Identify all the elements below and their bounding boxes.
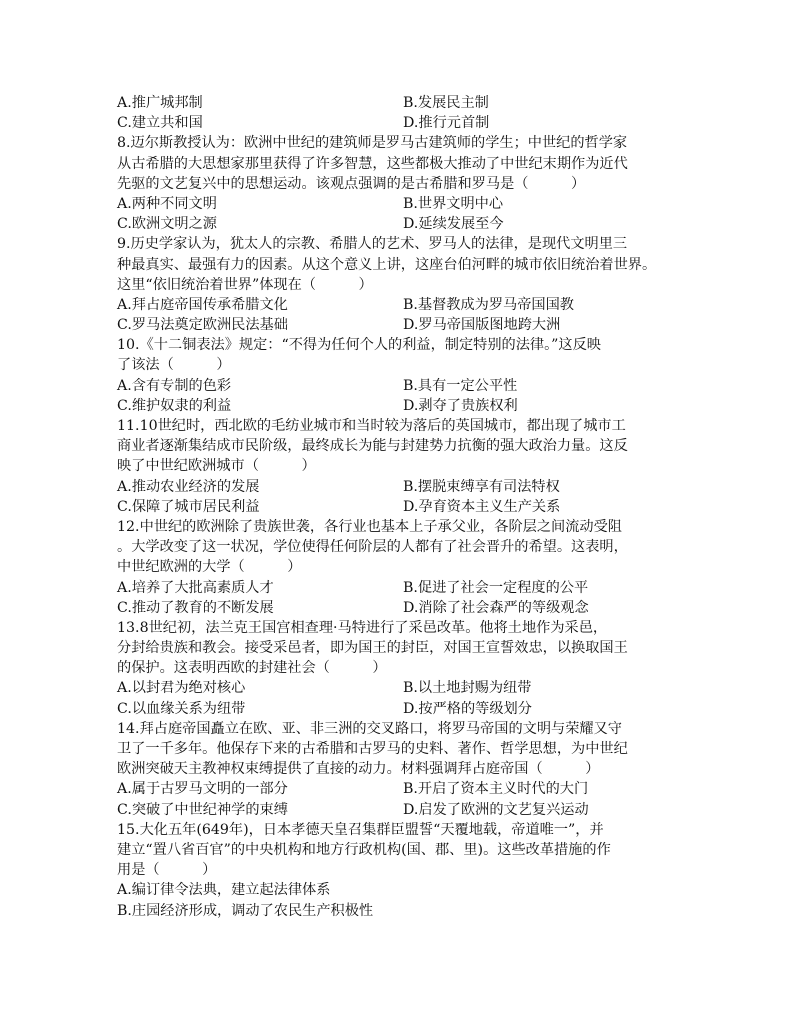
- option-left: C.罗马法奠定欧洲民法基础: [117, 317, 288, 334]
- option-row: [117, 194, 687, 214]
- text-line: 的保护。这表明西欧的封建社会（ ）: [117, 660, 387, 677]
- text-line: 这里“依旧统治着世界”体现在（ ）: [117, 276, 373, 293]
- text-line: 映了中世纪欧洲城市（ ）: [117, 458, 316, 475]
- option-right: B.基督教成为罗马帝国国教: [403, 296, 574, 313]
- option-row: [117, 295, 687, 315]
- option-right: B.具有一定公平性: [403, 377, 518, 394]
- option-right: B.世界文明中心: [403, 195, 504, 212]
- text-line: A.编订律令法典，建立起法律体系: [117, 882, 331, 899]
- option-left: A.推动农业经济的发展: [117, 478, 260, 495]
- text-line: 12.中世纪的欧洲除了贵族世袭，各行业也基本上子承父业，各阶层之间流动受阻: [117, 518, 622, 535]
- text-line: 了该法（ ）: [117, 357, 231, 374]
- option-row: [117, 699, 687, 719]
- option-left: A.属于古罗马文明的一部分: [117, 781, 288, 798]
- option-right: B.促进了社会一定程度的公平: [403, 579, 589, 596]
- option-row: [117, 376, 687, 396]
- option-right: D.罗马帝国版图地跨大洲: [403, 317, 561, 334]
- option-row: [117, 678, 687, 698]
- option-row: [117, 800, 687, 820]
- exam-page: [117, 93, 687, 921]
- text-line: 9.历史学家认为，犹太人的宗教、希腊人的艺术、罗马人的法律，是现代文明里三: [117, 236, 628, 253]
- option-left: C.突破了中世纪神学的束缚: [117, 801, 288, 818]
- text-line: 11.10世纪时，西北欧的毛纺业城市和当时较为落后的英国城市，都出现了城市工: [117, 418, 626, 434]
- option-left: A.含有专制的色彩: [117, 377, 232, 394]
- option-left: C.保障了城市居民利益: [117, 498, 260, 515]
- text-line: 15.大化五年(649年)，日本孝德天皇召集群臣盟誓“天覆地载，帝道唯一”，并: [117, 821, 604, 838]
- option-row: [117, 113, 687, 133]
- option-left: A.推广城邦制: [117, 95, 203, 111]
- text-line: 种最真实、最强有力的因素。从这个意义上讲，这座台伯河畔的城市依旧统治着世界。: [117, 256, 657, 273]
- text-line: 用是（ ）: [117, 862, 217, 879]
- text-line: 卫了一千多年。他保存下来的古希腊和古罗马的史料、著作、哲学思想，为中世纪: [117, 741, 628, 757]
- option-row: [117, 93, 687, 113]
- option-right: D.启发了欧洲的文艺复兴运动: [403, 801, 589, 818]
- option-right: B.发展民主制: [403, 95, 489, 111]
- option-left: A.两种不同文明: [117, 195, 217, 212]
- text-line: 14.拜占庭帝国矗立在欧、亚、非三洲的交叉路口，将罗马帝国的文明与荣耀又守: [117, 720, 622, 737]
- option-left: A.以封君为绝对核心: [117, 680, 246, 697]
- option-row: [117, 315, 687, 335]
- text-line: 从古希腊的大思想家那里获得了许多智慧，这些都极大推动了中世纪末期作为近代: [117, 155, 628, 172]
- option-row: [117, 214, 687, 234]
- option-right: D.剥夺了贵族权利: [403, 397, 518, 414]
- text-line: 建立“置八省百官”的中央机构和地方行政机构(国、郡、里)。这些改革措施的作: [117, 841, 611, 858]
- text-line: 分封给贵族和教会。接受采邑者，即为国王的封臣，对国王宣誓效忠，以换取国王: [117, 640, 628, 657]
- text-line: B.庄园经济形成，调动了农民生产积极性: [117, 902, 374, 919]
- option-left: A.培养了大批高素质人才: [117, 579, 274, 596]
- text-line: 先驱的文艺复兴中的思想运动。该观点强调的是古希腊和罗马是（ ）: [117, 175, 586, 192]
- option-row: [117, 598, 687, 618]
- option-row: [117, 497, 687, 517]
- text-line: 8.迈尔斯教授认为：欧洲中世纪的建筑师是罗马古建筑师的学生；中世纪的哲学家: [117, 135, 628, 152]
- text-line: 10.《十二铜表法》规定：“不得为任何个人的利益，制定特别的法律。”这反映: [117, 337, 601, 354]
- option-row: [117, 477, 687, 497]
- option-left: C.建立共和国: [117, 115, 203, 132]
- option-row: [117, 578, 687, 598]
- text-line: 13.8世纪初，法兰克王国宫相查理·马特进行了采邑改革。他将土地作为采邑，: [117, 619, 608, 636]
- option-right: B.以土地封赐为纽带: [403, 680, 532, 697]
- text-line: 。大学改变了这一状况，学位使得任何阶层的人都有了社会晋升的希望。这表明，: [117, 539, 628, 556]
- option-row: [117, 779, 687, 799]
- option-left: C.维护奴隶的利益: [117, 397, 232, 414]
- option-right: D.孕育资本主义生产关系: [403, 498, 561, 515]
- text-line: 中世纪欧洲的大学（ ）: [117, 559, 302, 576]
- option-right: D.按严格的等级划分: [403, 700, 532, 717]
- text-line: 欧洲突破天主教神权束缚提供了直接的动力。材料强调拜占庭帝国（ ）: [117, 761, 600, 778]
- option-left: C.以血缘关系为纽带: [117, 700, 246, 717]
- option-right: B.摆脱束缚享有司法特权: [403, 478, 560, 495]
- option-right: D.推行元首制: [403, 115, 490, 132]
- option-left: C.推动了教育的不断发展: [117, 599, 274, 616]
- option-left: A.拜占庭帝国传承希腊文化: [117, 296, 288, 313]
- option-right: D.延续发展至今: [403, 216, 504, 233]
- option-right: D.消除了社会森严的等级观念: [403, 599, 589, 616]
- option-left: C.欧洲文明之源: [117, 216, 217, 233]
- option-row: [117, 396, 687, 416]
- option-right: B.开启了资本主义时代的大门: [403, 781, 589, 798]
- text-line: 商业者逐渐集结成市民阶级，最终成长为能与封建势力抗衡的强大政治力量。这反: [117, 438, 628, 455]
